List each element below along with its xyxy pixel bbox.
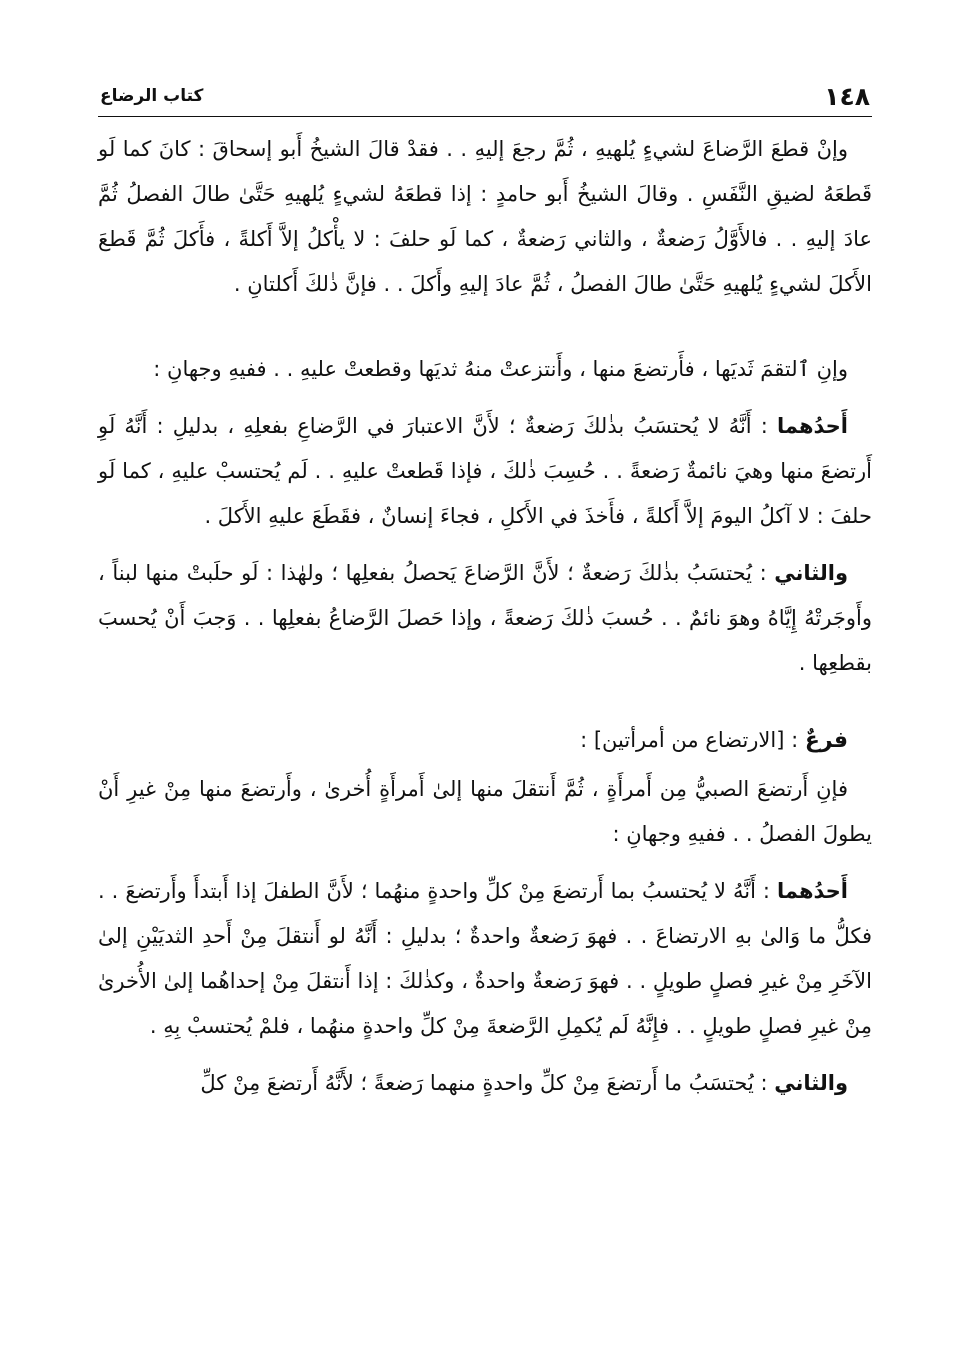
running-title: كتاب الرضاع xyxy=(100,86,204,106)
paragraph-second-view xyxy=(98,551,872,686)
section-label: فرعٌ xyxy=(804,728,848,753)
paragraph-text: : يُحتسَبُ ما أَرتضعَ مِنْ كلِّ واحدةٍ منهما رَضعةً ؛ لأَنَّهُ أَرتضعَ مِنْ كلِّ xyxy=(200,1071,775,1095)
paragraph-lead: أَحدُهما xyxy=(777,414,848,438)
paragraph-two-views xyxy=(98,347,872,392)
paragraph-text: : أَنَّهُ لا يُحتسَبُ بذٰلكَ رَضعةٌ ؛ لأَنَّ الاعتبارَ في الرَّضاعِ بفعلِهِ ، بدليلِ : أَنَّهُ لَوِ أَرتضعَ منها وهيَ نائمةٌ رَضعةً . . حُسِبَ ذٰلكَ ، فإذا قَطعتْ عليهِ . . لَم يُحتسبْ عليهِ ، كما لَو حلفَ : لا آكلُ اليومَ إلاَّ أَكلةً ، فأَخذَ في الأَكلِ ، فجاءَ إنسانٌ ، فقَطَعَ عليهِ الأَكلَ . xyxy=(98,414,872,528)
paragraph-two-women xyxy=(98,767,872,857)
paragraph-text: وإنْ قطعَ الرَّضاعَ لشيءٍ يُلهيهِ ، ثُمَّ رجعَ إليهِ . . فقدْ قالَ الشيخُ أَبو إسحاقَ : كانَ كما لَو قَطعَهُ لضيقِ النَّفَسِ . وقالَ الشيخُ أَبو حامدٍ : إذا قطعَهُ لشيءٍ يُلهيهِ حَتَّىٰ طالَ الفصلُ ثُمَّ عادَ إليهِ . . فالأَوَّلُ رَضعةٌ ، والثاني رَضعةٌ ، كما لَو حلفَ : لا يأْكلُ إلاَّ أَكلةً ، فأَكلَ ثُمَّ قَطعَ الأَكلَ لشيءٍ يُلهيهِ حَتَّىٰ طالَ الفصلُ ، ثُمَّ عادَ إليهِ وأَكلَ . . فإنَّ ذٰلكَ أَكلتانِ . xyxy=(98,137,872,296)
book-page xyxy=(98,78,872,1348)
section-title: : [الارتضاع من أمرأتين] : xyxy=(580,728,805,752)
paragraph-lead: أَحدُهما xyxy=(777,879,848,903)
paragraph-first-view-2 xyxy=(98,869,872,1049)
paragraph-text: : يُحتسَبُ بذٰلكَ رَضعةٌ ؛ لأَنَّ الرَّضاعَ يَحصلُ بفعلِها ؛ ولهٰذا : لَو حلَبتْ منها لبناً ، وأَوجَرتْهُ إِيَّاهُ وهوَ نائمٌ . . حُسبَ ذٰلكَ رَضعةً ، وإذا حَصلَ الرَّضاعُ بفعلِها . . وَجبَ أَنْ يُحسبَ بقطعِها . xyxy=(98,561,872,675)
section-heading xyxy=(98,718,872,763)
paragraph-text: وإنِ ٱلتقمَ ثَديَها ، فأَرتضعَ منها ، وأَنتزعتْ منهُ ثديَها وقطعتْ عليهِ . . ففيهِ وجهانِ : xyxy=(153,357,848,381)
paragraph-text: : أَنَّهُ لا يُحتسبُ بما أَرتضعَ مِنْ كلِّ واحدةٍ منهُما ؛ لأَنَّ الطفلَ إذا أَبتدأَ وأَرتضعَ . . فكلُّ ما وَالىٰ بهِ الارتضاعَ . . فهوَ رَضعةٌ واحدةٌ ؛ بدليلِ : أَنَّهُ لو أَنتقلَ مِنْ أَحدِ الثديَيْنِ إلىٰ الآخَرِ مِنْ غيرِ فصلٍ طويلٍ . . فهوَ رَضعةٌ واحدةٌ ، وكذٰلكَ : إذا أَنتقلَ مِنْ إحداهُما إلىٰ الأُخرىٰ مِنْ غيرِ فصلٍ طويلٍ . . فإِنَّهُ لَم يُكمِلِ الرَّضعةَ مِنْ كلِّ واحدةٍ منهُما ، فلمْ يُحتسبْ بِهِ . xyxy=(98,879,872,1038)
paragraph-first-view xyxy=(98,404,872,539)
paragraph-text: فإنِ أَرتضعَ الصبيُّ مِن أَمرأَةٍ ، ثُمَّ أَنتقلَ منها إلىٰ أَمرأَةٍ أُخرىٰ ، وأَرتضعَ منها مِنْ غيرِ أَنْ يطولَ الفصلُ . . ففيهِ وجهانِ : xyxy=(98,777,872,846)
paragraph-lead: والثاني xyxy=(774,1071,848,1095)
paragraph-lead: والثاني xyxy=(774,561,848,585)
paragraph-second-view-2 xyxy=(98,1061,872,1106)
page-number: ١٤٨ xyxy=(824,82,870,111)
paragraph-interrupted-nursing xyxy=(98,127,872,307)
body-text xyxy=(98,127,872,1106)
page-header xyxy=(98,78,872,117)
